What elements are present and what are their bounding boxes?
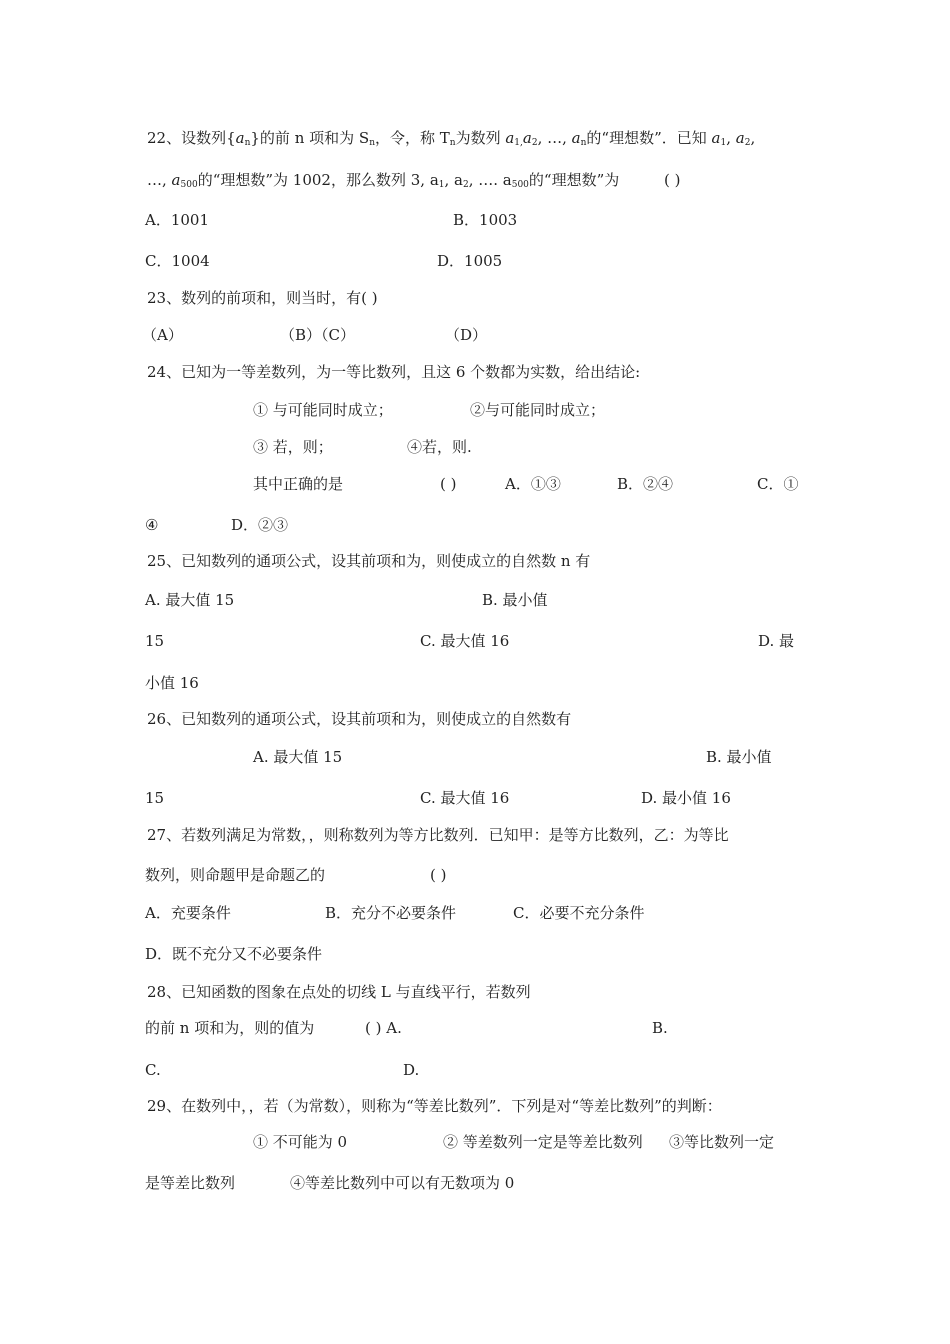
q24-conclusion-3: ③ 若，则； — [253, 438, 333, 456]
q24-option-a: A．①③ — [505, 475, 561, 493]
q28-line1: 28、已知函数的图象在点处的切线 L 与直线平行，若数列 — [147, 983, 531, 1001]
var-a: a — [735, 129, 745, 147]
q26-option-d: D. 最小值 16 — [641, 789, 731, 807]
q23-option-bc: （B）（C） — [280, 326, 356, 344]
q24-option-c: C．① — [757, 475, 799, 493]
q26-option-a: A. 最大值 15 — [253, 748, 343, 766]
q27-line2: 数列，则命题甲是命题乙的 — [145, 866, 326, 884]
q24-option-c-cont: ④ — [145, 516, 159, 534]
q29-judgment-2: ② 等差数列一定是等差比数列 — [443, 1133, 643, 1151]
q28-option-c: C. — [145, 1061, 161, 1079]
q28-option-d: D. — [403, 1061, 420, 1079]
q29-stem: 29、在数列中，，若（为常数），则称为“等差比数列”．下列是对“等差比数列”的判断： — [147, 1097, 722, 1115]
subscript: 500 — [180, 180, 198, 190]
q22-text: 的“理想数”．已知 — [586, 129, 712, 147]
q29-judgment-1: ① 不可能为 0 — [253, 1133, 348, 1151]
q22-text: , …, — [537, 129, 572, 147]
q27-option-b: B．充分不必要条件 — [325, 904, 457, 922]
q29-judgment-4: ④等差比数列中可以有无数项为 0 — [290, 1174, 515, 1192]
q27-option-a: A．充要条件 — [145, 904, 231, 922]
subscript: 500 — [511, 180, 529, 190]
q22-text: 为数列 — [455, 129, 506, 147]
subscript: 1 — [438, 180, 445, 190]
q26-option-b: B. 最小值 — [706, 748, 772, 766]
subscript: n — [369, 138, 375, 148]
var-a: a — [571, 129, 581, 147]
q24-conclusion-4: ④若，则. — [407, 438, 472, 456]
subscript: 2 — [531, 138, 538, 148]
var-a: a — [505, 129, 515, 147]
q22-text: 的“理想数”为 1002，那么数列 3, a — [197, 171, 439, 189]
var-a: a — [711, 129, 721, 147]
q24-option-d: D．②③ — [231, 516, 289, 534]
q29-judgment-3: ③等比数列一定 — [669, 1133, 775, 1151]
subscript: n — [244, 138, 251, 148]
q22-text: , — [726, 129, 736, 147]
q22-text: 22、设数列{ — [147, 129, 236, 147]
q22-line2 — [147, 170, 619, 190]
subscript: 1, — [514, 138, 523, 148]
q26-option-b-cont: 15 — [145, 789, 165, 807]
q27-option-c: C．必要不充分条件 — [513, 904, 645, 922]
q24-answer-paren: ( ) — [440, 475, 457, 493]
var-a: a — [171, 171, 181, 189]
q22-line1 — [147, 128, 755, 148]
q22-text: }的前 n 项和为 S — [250, 129, 370, 147]
q23-stem: 23、数列的前项和，则当时，有( ) — [147, 289, 378, 307]
q22-text: , a — [444, 171, 463, 189]
var-a: a — [235, 129, 245, 147]
var-a: a — [522, 129, 532, 147]
q22-text: , — [750, 129, 756, 147]
q24-option-b: B．②④ — [617, 475, 674, 493]
q25-stem: 25、已知数列的通项公式，设其前项和为，则使成立的自然数 n 有 — [147, 552, 591, 570]
subscript: 1 — [720, 138, 727, 148]
q22-text: ，令，称 T — [374, 129, 450, 147]
q25-option-d-cont: 小值 16 — [145, 674, 199, 692]
q22-option-a: A．1001 — [145, 211, 210, 229]
subscript: n — [580, 138, 587, 148]
q24-conclusion-2: ②与可能同时成立； — [470, 401, 606, 419]
q23-option-a: （A） — [142, 326, 183, 344]
subscript: 2 — [744, 138, 751, 148]
q25-option-a: A. 最大值 15 — [145, 591, 235, 609]
q28-option-b: B. — [652, 1019, 668, 1037]
q27-line1: 27、若数列满足为常数，，则称数列为等方比数列．已知甲：是等方比数列，乙：为等比 — [147, 826, 729, 844]
q28-line2: 的前 n 项和为，则的值为 — [145, 1019, 315, 1037]
q27-option-d: D．既不充分又不必要条件 — [145, 945, 323, 963]
q28-paren-option-a: ( ) A. — [365, 1019, 402, 1037]
q22-text: , …. a — [468, 171, 512, 189]
subscript: n — [449, 138, 456, 148]
q25-option-c: C. 最大值 16 — [420, 632, 510, 650]
q24-stem: 24、已知为一等差数列，为一等比数列，且这 6 个数都为实数，给出结论: — [147, 363, 641, 381]
q25-option-b: B. 最小值 — [482, 591, 548, 609]
q23-option-d: （D） — [445, 326, 488, 344]
q26-option-c: C. 最大值 16 — [420, 789, 510, 807]
q24-conclusion-1: ① 与可能同时成立； — [253, 401, 393, 419]
q26-stem: 26、已知数列的通项公式，设其前项和为，则使成立的自然数有 — [147, 710, 572, 728]
q25-option-d: D. 最 — [758, 632, 795, 650]
q29-judgment-3-cont: 是等差比数列 — [145, 1174, 236, 1192]
q22-answer-paren: ( ) — [664, 171, 681, 189]
q25-option-b-cont: 15 — [145, 632, 165, 650]
q22-option-b: B．1003 — [453, 211, 518, 229]
q22-text: …, — [147, 171, 172, 189]
q22-option-c: C．1004 — [145, 252, 210, 270]
q22-option-d: D．1005 — [437, 252, 503, 270]
q27-answer-paren: ( ) — [430, 866, 447, 884]
q22-text: 的“理想数”为 — [528, 171, 620, 189]
subscript: 2 — [462, 180, 469, 190]
q24-ask: 其中正确的是 — [253, 475, 344, 493]
